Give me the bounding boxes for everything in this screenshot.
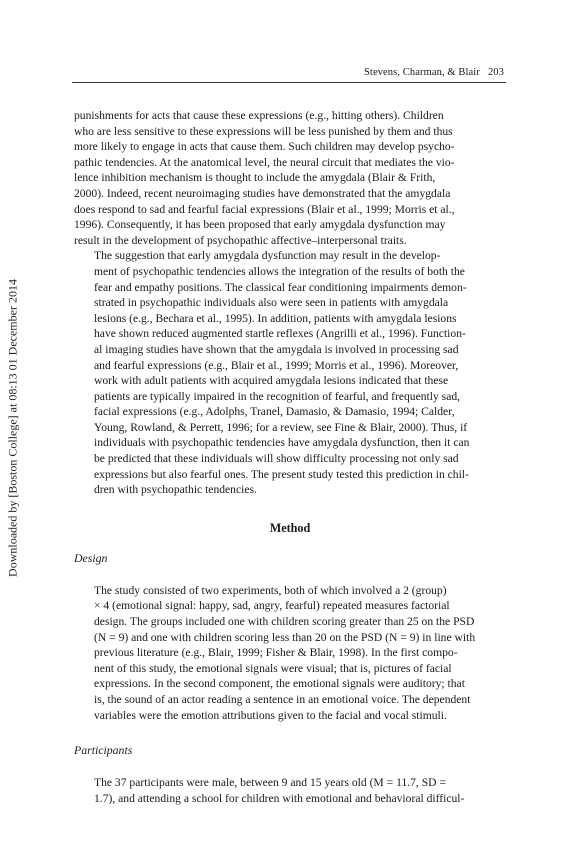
header-rule bbox=[72, 82, 506, 83]
text-line: work with adult patients with acquired amygdala lesions indicated that these bbox=[94, 374, 449, 388]
text-line: dren with psychopathic tendencies. bbox=[94, 483, 257, 497]
running-head-authors: Stevens, Charman, & Blair bbox=[363, 67, 480, 78]
running-head bbox=[364, 67, 504, 78]
text-line: punishments for acts that cause these expressions (e.g., hitting others). Children bbox=[74, 109, 444, 122]
text-line: pathic tendencies. At the anatomical level, the neural circuit that mediates the vio- bbox=[74, 155, 455, 169]
text-line: ment of psychopathic tendencies allows the integration of the results of both the bbox=[94, 264, 465, 278]
text-line: design. The groups included one with children scoring greater than 25 on the PSD bbox=[94, 615, 475, 629]
text-line: lence inhibition mechanism is thought to include the amygdala (Blair & Frith, bbox=[74, 171, 436, 185]
paragraph-design bbox=[74, 583, 506, 723]
text-line: previous literature (e.g., Blair, 1999; Fisher & Blair, 1998). In the first compo- bbox=[94, 646, 458, 660]
text-line: who are less sensitive to these expressions will be less punished by them and thus bbox=[74, 124, 453, 138]
page-number: 203 bbox=[487, 67, 504, 78]
text-line: fear and empathy positions. The classical fear conditioning impairments demon- bbox=[94, 280, 467, 294]
subsection-heading-design: Design bbox=[74, 550, 108, 565]
text-line: The 37 participants were male, between 9 and 15 years old (M = 11.7, SD = bbox=[94, 776, 446, 790]
text-line: does respond to sad and fearful facial expressions (Blair et al., 1999; Morris et al., bbox=[74, 202, 455, 216]
download-stamp-text: Downloaded by [Boston College] at 08:13 01 December 2014 bbox=[5, 279, 20, 577]
text-line: facial expressions (e.g., Adolphs, Tranel, Damasio, & Damasio, 1994; Calder, bbox=[94, 405, 455, 419]
text-line: have shown reduced augmented startle reflexes (Angrilli et al., 1996). Function- bbox=[94, 327, 466, 341]
text-line: (N = 9) and one with children scoring less than 20 on the PSD (N = 9) in line with bbox=[94, 630, 476, 644]
paragraph-amygdala bbox=[74, 248, 506, 498]
text-line: is, the sound of an actor reading a sentence in an emotional voice. The dependent bbox=[94, 693, 471, 706]
text-line: Young, Rowland, & Perrett, 1996; for a review, see Fine & Blair, 2000). Thus, if bbox=[94, 420, 468, 434]
text-line: 2000). Indeed, recent neuroimaging studies have demonstrated that the amygdala bbox=[74, 186, 451, 200]
text-line: expressions. In the second component, the emotional signals were auditory; that bbox=[94, 677, 465, 691]
text-line: individuals with psychopathic tendencies have amygdala dysfunction, then it can bbox=[94, 436, 470, 450]
text-line: 1996). Consequently, it has been proposed that early amygdala dysfunction may bbox=[74, 218, 446, 232]
text-line: 1.7), and attending a school for children with emotional and behavioral difficul- bbox=[94, 791, 465, 805]
text-line: The study consisted of two experiments, both of which involved a 2 (group) bbox=[94, 583, 447, 597]
paragraph-participants bbox=[74, 775, 506, 806]
text-line: variables were the emotion attributions given to the facial and vocal stimuli. bbox=[94, 708, 447, 722]
text-line: result in the development of psychopathic affective–interpersonal traits. bbox=[74, 233, 407, 247]
body-text bbox=[74, 108, 506, 806]
section-heading-method: Method bbox=[269, 520, 311, 535]
text-line: × 4 (emotional signal: happy, sad, angry, fearful) repeated measures factorial bbox=[94, 599, 450, 613]
text-line: strated in psychopathic individuals also were seen in patients with amygdala bbox=[94, 296, 449, 310]
text-line: more likely to engage in acts that cause them. Such children may develop psycho- bbox=[74, 140, 455, 154]
text-line: al imaging studies have shown that the amygdala is involved in processing sad bbox=[94, 342, 459, 356]
text-line: be predicted that these individuals will show difficulty processing not only sad bbox=[94, 452, 459, 466]
text-line: lesions (e.g., Bechara et al., 1995). In addition, patients with amygdala lesions bbox=[94, 311, 457, 325]
text-line: and fearful expressions (e.g., Blair et al., 1999; Morris et al., 1996). Moreover, bbox=[94, 358, 459, 372]
subsection-heading-participants: Participants bbox=[74, 743, 133, 758]
paragraph-intro-continued bbox=[74, 108, 506, 248]
text-line: The suggestion that early amygdala dysfunction may result in the develop- bbox=[94, 249, 441, 263]
text-line: nent of this study, the emotional signals were visual; that is, pictures of facial bbox=[94, 661, 452, 675]
text-line: expressions but also fearful ones. The present study tested this prediction in chil- bbox=[94, 467, 469, 481]
text-line: patients are typically impaired in the recognition of fearful, and frequently sad, bbox=[94, 389, 461, 403]
